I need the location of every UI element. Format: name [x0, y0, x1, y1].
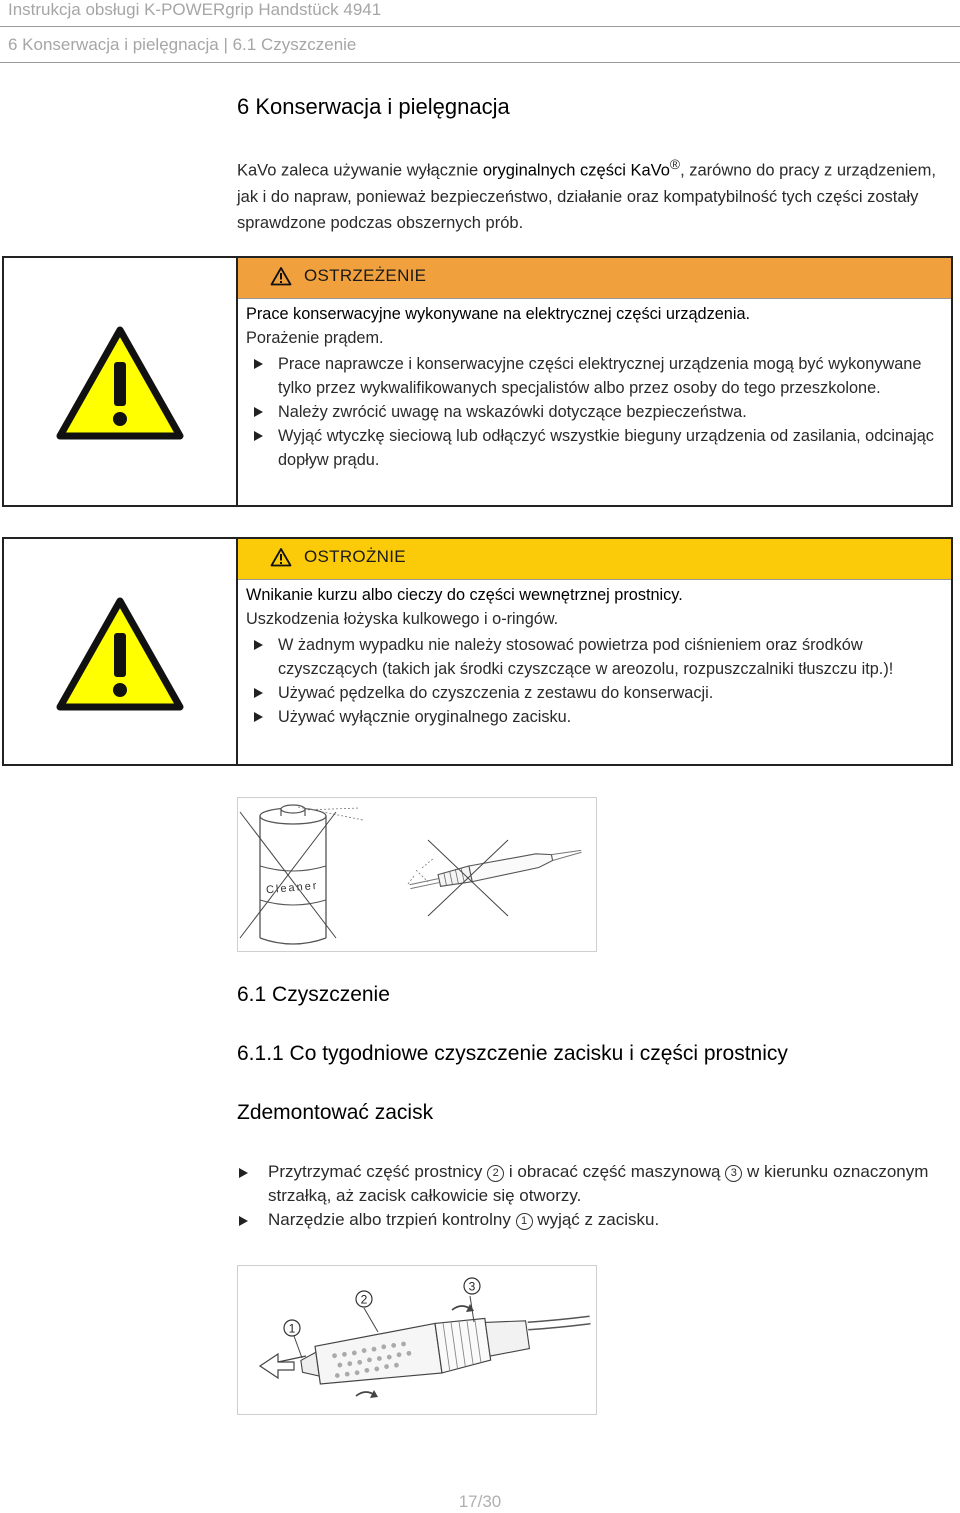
header-divider [0, 26, 960, 27]
callout-2-label: 2 [360, 1292, 368, 1307]
callout-number-icon: 2 [487, 1165, 504, 1182]
procedure-title: Zdemontować zacisk [237, 1101, 434, 1124]
subsubsection-heading: 6.1.1 Co tygodniowe czyszczenie zacisku i części prostnicy [237, 1042, 788, 1065]
bullet-arrow-icon [254, 431, 263, 441]
intro-paragraph [237, 152, 952, 236]
warning-item-text: Prace naprawcze i konserwacyjne części elektrycznej urządzenia mogą być wykonywane tylko przez wykwalifikowanych specjalistów albo przez osoby do tego przeszkolone. [278, 355, 922, 397]
warning-title: Prace konserwacyjne wykonywane na elektrycznej części urządzenia. [246, 305, 751, 323]
caution-title: Wnikanie kurzu albo cieczy do części wewnętrznej prostnicy. [246, 586, 683, 604]
document-title: Instrukcja obsługi K-POWERgrip Handstück 4941 [8, 0, 382, 19]
bullet-arrow-icon [254, 407, 263, 417]
caution-triangle-icon [56, 597, 184, 713]
step-text: wyjąć z zacisku. [532, 1210, 660, 1229]
section-heading: 6 Konserwacja i pielęgnacja [237, 94, 510, 119]
bullet-arrow-icon [254, 359, 263, 369]
warning-consequence: Porażenie prądem. [246, 329, 384, 347]
subsection-heading: 6.1 Czyszczenie [237, 983, 390, 1006]
caution-small-icon [270, 547, 292, 567]
figure-no-cleaner [237, 797, 597, 952]
caution-item-text: Używać pędzelka do czyszczenia z zestawu do konserwacji. [278, 684, 714, 702]
caution-item [246, 705, 935, 729]
intro-text-bold: oryginalnych części KaVo [482, 161, 670, 180]
procedure-step [237, 1208, 955, 1232]
caution-item-text: W żadnym wypadku nie należy stosować powietrza pod ciśnieniem oraz środków czyszczących (takich jak środki czyszczące w areozolu, rozpuszczalniki tłuszczu itp.)! [278, 636, 894, 678]
callout-number-icon: 1 [516, 1213, 533, 1230]
callout-3-label: 3 [468, 1279, 476, 1294]
step-text: Narzędzie albo trzpień kontrolny [268, 1210, 516, 1229]
handpiece-illustration [238, 1266, 596, 1414]
caution-item [246, 633, 935, 681]
warning-box [2, 256, 953, 507]
callout-1-label: 1 [288, 1321, 296, 1336]
step-text: Przytrzymać część prostnicy [268, 1162, 488, 1181]
warning-item [246, 352, 935, 400]
caution-side-panel [4, 539, 238, 764]
warning-item [246, 400, 935, 424]
bullet-arrow-icon [239, 1168, 248, 1178]
warning-label: OSTRZEŻENIE [304, 266, 427, 285]
warning-item-text: Wyjąć wtyczkę sieciową lub odłączyć wszystkie bieguny urządzenia od zasilania, odcinając dopływ prądu. [278, 427, 934, 469]
caution-content [246, 583, 935, 729]
caution-label: OSTROŻNIE [304, 547, 406, 566]
no-cleaner-illustration [238, 798, 596, 951]
bullet-arrow-icon [254, 640, 263, 650]
figure-handpiece [237, 1265, 597, 1415]
warning-small-icon [270, 266, 292, 286]
warning-side-panel [4, 258, 238, 505]
caution-item-text: Używać wyłącznie oryginalnego zacisku. [278, 708, 572, 726]
procedure-step [237, 1160, 955, 1208]
intro-text-pre: KaVo zaleca używanie wyłącznie [237, 161, 483, 180]
bullet-arrow-icon [254, 712, 263, 722]
caution-consequence: Uszkodzenia łożyska kulkowego i o-ringów. [246, 610, 559, 628]
step-text: w kierunku oznaczonym strzałką, aż zacisk całkowicie się otworzy. [268, 1162, 929, 1205]
warning-triangle-icon [56, 326, 184, 442]
cleaner-can-label: Cleaner [265, 879, 319, 897]
warning-item-text: Należy zwrócić uwagę na wskazówki dotyczące bezpieczeństwa. [278, 403, 747, 421]
caution-item [246, 681, 935, 705]
warning-item [246, 424, 935, 472]
warning-signal-bar [238, 258, 951, 299]
intro-text-post: , zarówno do pracy z urządzeniem, jak i do napraw, ponieważ bezpieczeństwo, działanie oraz kompatybilność tych części zostały sprawdzone podczas obszernych prób. [237, 161, 936, 232]
procedure-steps [237, 1160, 955, 1232]
breadcrumb: 6 Konserwacja i pielęgnacja | 6.1 Czyszczenie [8, 35, 357, 54]
step-text: i obracać część maszynową [504, 1162, 726, 1181]
warning-content [246, 302, 935, 472]
bullet-arrow-icon [254, 688, 263, 698]
header-divider-bottom [0, 62, 960, 63]
intro-registered-mark: ® [669, 157, 681, 172]
bullet-arrow-icon [239, 1216, 248, 1226]
callout-number-icon: 3 [725, 1165, 742, 1182]
page-number: 17/30 [458, 1492, 502, 1511]
caution-signal-bar [238, 539, 951, 580]
caution-box [2, 537, 953, 766]
